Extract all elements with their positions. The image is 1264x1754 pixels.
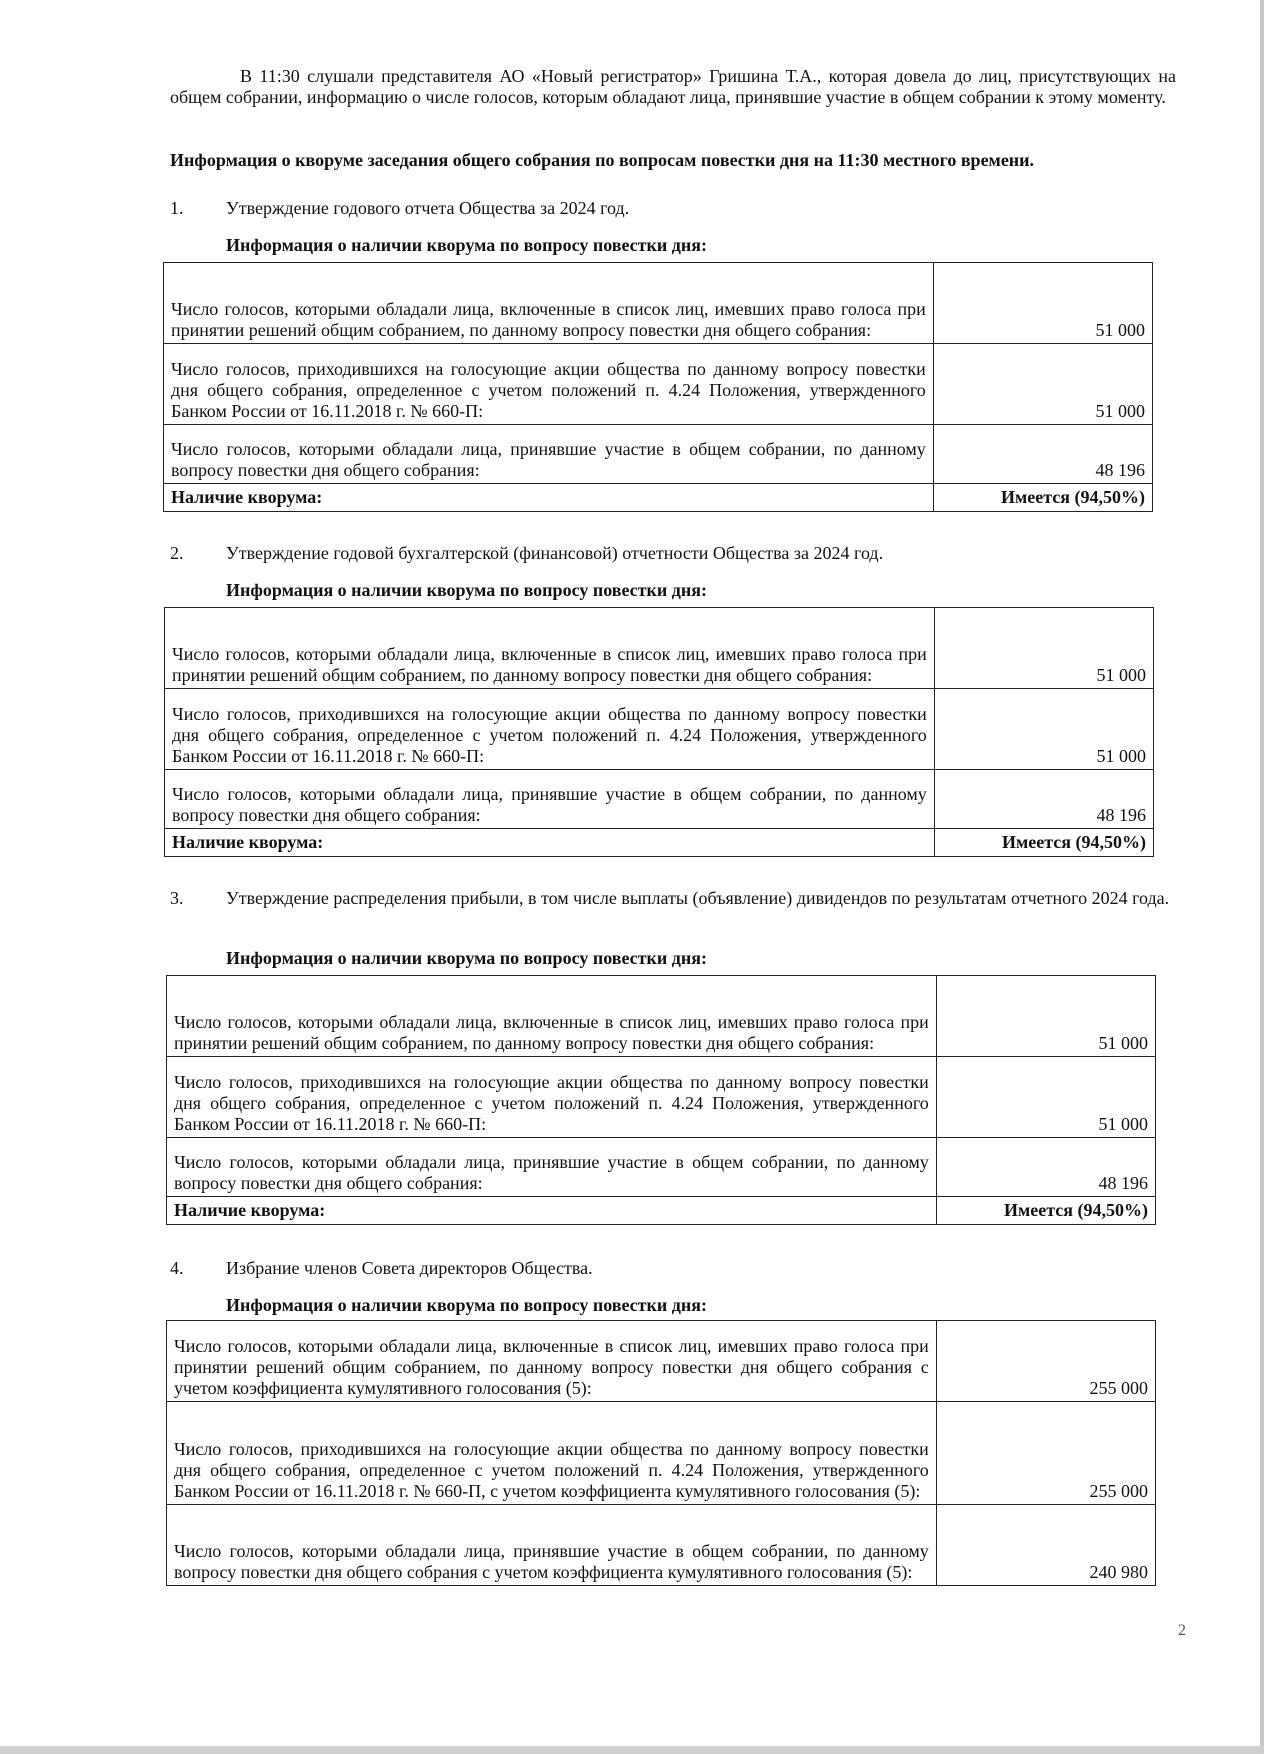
quorum-result-row	[165, 829, 1154, 857]
quorum-table-2	[164, 607, 1154, 857]
scan-edge-right	[1260, 0, 1264, 1754]
quorum-table-3	[166, 975, 1156, 1225]
row-label: Число голосов, которыми обладали лица, принявшие участие в общем собрании, по данному вопросу повестки дня общего собрания:	[165, 770, 935, 829]
agenda-item-2	[170, 543, 1170, 564]
page-number: 2	[1178, 1622, 1186, 1639]
agenda-item-title: Утверждение годовой бухгалтерской (финансовой) отчетности Общества за 2024 год.	[226, 543, 884, 563]
table-row	[167, 1505, 1156, 1586]
agenda-item-title: Утверждение распределения прибыли, в том числе выплаты (объявление) дивидендов по результатам отчетного 2024 года.	[226, 888, 1170, 908]
row-label: Число голосов, которыми обладали лица, включенные в список лиц, имевших право голоса при принятии решений общим собранием, по данному вопросу повестки дня общего собрания:	[165, 608, 935, 689]
row-value: 51 000	[933, 263, 1152, 344]
row-label: Число голосов, приходившихся на голосующие акции общества по данному вопросу повестки дня общего собрания, определенное с учетом положений п. 4.24 Положения, утвержденного Банком России от 16.11.2018 г. № 660-П:	[165, 689, 935, 770]
row-value: 51 000	[934, 689, 1153, 770]
table-row	[167, 1321, 1156, 1402]
table-row	[165, 608, 1154, 689]
row-value: 51 000	[933, 344, 1152, 425]
row-value: 51 000	[934, 608, 1153, 689]
row-label: Число голосов, которыми обладали лица, принявшие участие в общем собрании, по данному вопросу повестки дня общего собрания:	[164, 425, 934, 484]
quorum-table-4	[166, 1320, 1156, 1586]
agenda-item-number: 4.	[170, 1258, 184, 1278]
result-value: Имеется (94,50%)	[934, 829, 1153, 857]
table-row	[167, 976, 1156, 1057]
quorum-subheading: Информация о наличии кворума по вопросу повестки дня:	[226, 948, 707, 968]
agenda-item-1	[170, 198, 1170, 219]
row-label: Число голосов, приходившихся на голосующие акции общества по данному вопросу повестки дня общего собрания, определенное с учетом положений п. 4.24 Положения, утвержденного Банком России от 16.11.2018 г. № 660-П:	[167, 1057, 937, 1138]
table-row	[164, 263, 1153, 344]
quorum-result-row	[164, 484, 1153, 512]
quorum-subheading: Информация о наличии кворума по вопросу повестки дня:	[226, 235, 707, 255]
table-row	[167, 1138, 1156, 1197]
table-row	[165, 770, 1154, 829]
table-row	[167, 1057, 1156, 1138]
row-label: Число голосов, которыми обладали лица, принявшие участие в общем собрании, по данному вопросу повестки дня общего собрания:	[167, 1138, 937, 1197]
row-label: Число голосов, приходившихся на голосующие акции общества по данному вопросу повестки дня общего собрания, определенное с учетом положений п. 4.24 Положения, утвержденного Банком России от 16.11.2018 г. № 660-П, с учетом коэффициента кумулятивного голосования (5):	[167, 1402, 937, 1505]
agenda-item-4	[170, 1258, 1170, 1279]
row-value: 48 196	[933, 425, 1152, 484]
agenda-item-number: 1.	[170, 198, 184, 218]
result-label: Наличие кворума:	[167, 1197, 937, 1225]
result-label: Наличие кворума:	[165, 829, 935, 857]
agenda-item-title: Избрание членов Совета директоров Общества.	[226, 1258, 593, 1278]
row-value: 51 000	[936, 976, 1155, 1057]
row-value: 255 000	[936, 1402, 1155, 1505]
agenda-item-title: Утверждение годового отчета Общества за 2024 год.	[226, 198, 630, 218]
table-row	[164, 425, 1153, 484]
agenda-item-3	[170, 888, 1170, 909]
scan-edge-bottom	[0, 1746, 1264, 1754]
quorum-subheading: Информация о наличии кворума по вопросу повестки дня:	[226, 1295, 707, 1315]
table-row	[167, 1402, 1156, 1505]
row-value: 48 196	[936, 1138, 1155, 1197]
row-label: Число голосов, которыми обладали лица, принявшие участие в общем собрании, по данному вопросу повестки дня общего собрания с учетом коэффициента кумулятивного голосования (5):	[167, 1505, 937, 1586]
quorum-subheading: Информация о наличии кворума по вопросу повестки дня:	[226, 580, 707, 600]
table-row	[164, 344, 1153, 425]
table-row	[165, 689, 1154, 770]
quorum-table-1	[163, 262, 1153, 512]
quorum-heading: Информация о кворуме заседания общего собрания по вопросам повестки дня на 11:30 местного времени.	[170, 150, 1035, 170]
result-label: Наличие кворума:	[164, 484, 934, 512]
row-label: Число голосов, которыми обладали лица, включенные в список лиц, имевших право голоса при принятии решений общим собранием, по данному вопросу повестки дня общего собрания с учетом коэффициента кумулятивного голосования (5):	[167, 1321, 937, 1402]
agenda-item-number: 3.	[170, 888, 184, 908]
agenda-item-number: 2.	[170, 543, 184, 563]
intro-paragraph: В 11:30 слушали представителя АО «Новый регистратор» Гришина Т.А., которая довела до лиц, присутствующих на общем собрании, информацию о числе голосов, которым обладают лица, принявшие участие в общем собрании к этому моменту.	[170, 66, 1176, 107]
quorum-result-row	[167, 1197, 1156, 1225]
row-value: 51 000	[936, 1057, 1155, 1138]
row-label: Число голосов, которыми обладали лица, включенные в список лиц, имевших право голоса при принятии решений общим собранием, по данному вопросу повестки дня общего собрания:	[164, 263, 934, 344]
row-value: 48 196	[934, 770, 1153, 829]
row-value: 240 980	[936, 1505, 1155, 1586]
result-value: Имеется (94,50%)	[933, 484, 1152, 512]
row-label: Число голосов, которыми обладали лица, включенные в список лиц, имевших право голоса при принятии решений общим собранием, по данному вопросу повестки дня общего собрания:	[167, 976, 937, 1057]
result-value: Имеется (94,50%)	[936, 1197, 1155, 1225]
row-label: Число голосов, приходившихся на голосующие акции общества по данному вопросу повестки дня общего собрания, определенное с учетом положений п. 4.24 Положения, утвержденного Банком России от 16.11.2018 г. № 660-П:	[164, 344, 934, 425]
row-value: 255 000	[936, 1321, 1155, 1402]
